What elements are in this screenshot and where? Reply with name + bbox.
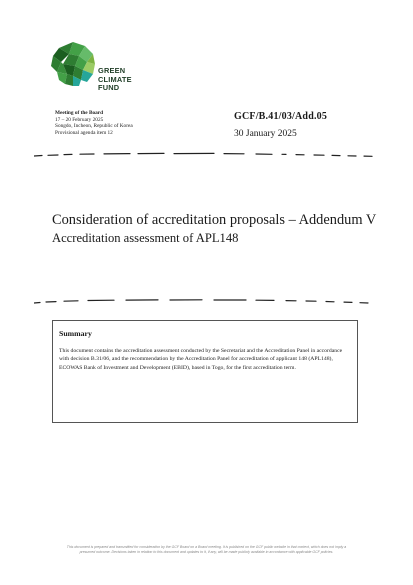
decorative-dashed-rule-bottom <box>34 297 374 305</box>
logo-line-climate: CLIMATE <box>98 74 132 84</box>
document-date: 30 January 2025 <box>234 129 297 139</box>
logo-line-green: GREEN <box>98 66 126 75</box>
logo-line-fund: FUND <box>98 83 120 93</box>
logo-wordmark <box>98 67 132 93</box>
meeting-dates: 17 – 20 February 2025 <box>55 116 104 123</box>
green-climate-fund-globe-icon <box>49 40 97 88</box>
document-title: Consideration of accreditation proposals – Addendum V <box>52 212 377 228</box>
document-code: GCF/B.41/03/Add.05 <box>234 111 328 122</box>
decorative-dashed-rule-top <box>34 151 374 159</box>
meeting-info <box>55 110 133 136</box>
meeting-location: Songdo, Incheon, Republic of Korea <box>55 123 133 130</box>
document-titles <box>52 212 382 246</box>
meeting-title: Meeting of the Board <box>55 110 104 116</box>
meeting-agenda: Provisional agenda item 12 <box>55 129 113 136</box>
summary-body: This document contains the accreditation assessment conducted by the Secretariat and the Accreditation Panel in accordance with decision B.31/06, and the recommendation by the Accreditation Panel for accreditation of applicant 148 (APL148), ECOWAS Bank of Investment and Development (EBID), based in Togo, for the first accreditation term. <box>59 348 343 371</box>
summary-box <box>52 320 358 423</box>
document-subtitle: Accreditation assessment of APL148 <box>52 231 239 245</box>
document-reference <box>234 110 327 141</box>
footer-disclaimer: This document is prepared and transmitted for consideration by the GCF Board on a Board meeting. It is published on the GCF public website in that context, which does not imply a presumed outcome. Decisions taken in relation to this document and updates to it, if any, will be made publicly available in accordance with applicable GCF policies. <box>66 545 347 554</box>
summary-heading: Summary <box>59 329 92 338</box>
